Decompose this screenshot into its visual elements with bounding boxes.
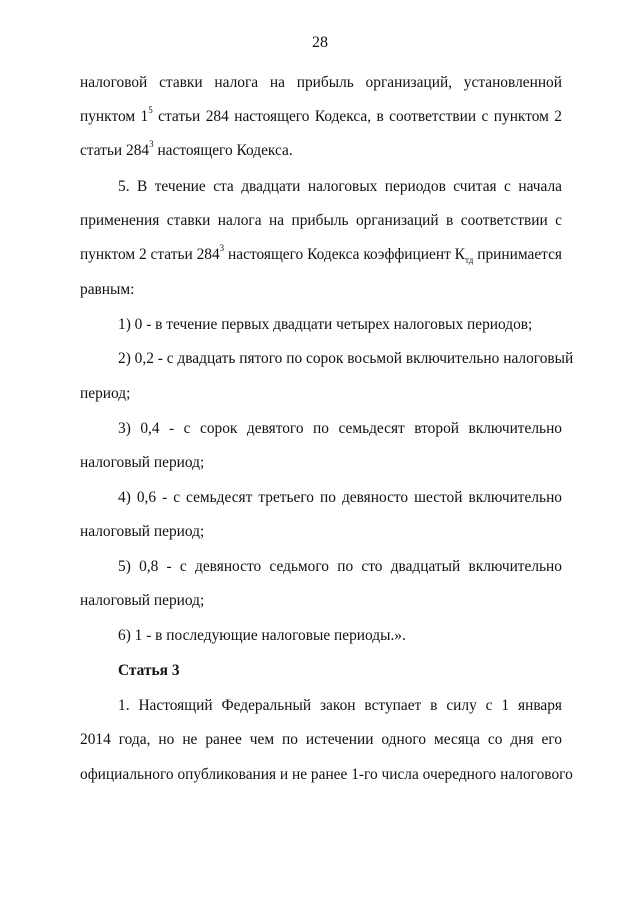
paragraph-line: налоговой ставки налога на прибыль организаций, установленной xyxy=(80,74,562,91)
text-fragment: настоящего Кодекса коэффициент К xyxy=(224,246,465,263)
page-number: 28 xyxy=(312,34,328,51)
list-item-continuation: налоговый период; xyxy=(80,523,205,540)
paragraph-line xyxy=(80,242,562,266)
list-item-continuation: период; xyxy=(80,385,131,402)
paragraph-line xyxy=(80,138,562,161)
list-item: 4) 0,6 - с семьдесят третьего по девяносто шестой включительно xyxy=(118,489,562,506)
superscript: 3 xyxy=(219,242,225,253)
list-item: 1) 0 - в течение первых двадцати четырех налоговых периодов; xyxy=(118,316,533,333)
paragraph-line: равным: xyxy=(80,281,135,298)
text-fragment: статьи 284 xyxy=(80,142,150,159)
text-fragment: пунктом 2 статьи 284 xyxy=(80,246,220,263)
article-heading: Статья 3 xyxy=(118,662,180,679)
list-item: 5) 0,8 - с девяносто седьмого по сто двадцатый включительно xyxy=(118,558,562,575)
superscript: 5 xyxy=(148,104,153,115)
paragraph-line: официального опубликования и не ранее 1-го числа очередного налогового xyxy=(80,766,573,783)
list-item: 2) 0,2 - с двадцать пятого по сорок восьмой включительно налоговый xyxy=(118,350,574,367)
text-fragment: пунктом 1 xyxy=(80,108,149,125)
text-fragment: настоящего Кодекса. xyxy=(153,142,293,159)
paragraph-line: 5. В течение ста двадцати налоговых периодов считая с начала xyxy=(118,178,562,195)
list-item-continuation: налоговый период; xyxy=(80,592,205,609)
paragraph-line: 2014 года, но не ранее чем по истечении одного месяца со дня его xyxy=(80,731,562,748)
paragraph-line xyxy=(80,104,562,127)
text-fragment: принимается xyxy=(473,246,562,263)
paragraph-line: применения ставки налога на прибыль организаций в соответствии с xyxy=(80,212,562,229)
paragraph-line: 1. Настоящий Федеральный закон вступает в силу с 1 января xyxy=(118,697,562,714)
subscript: тд xyxy=(464,255,474,266)
list-item-continuation: налоговый период; xyxy=(80,454,205,471)
list-item: 6) 1 - в последующие налоговые периоды.». xyxy=(118,627,406,644)
superscript: 3 xyxy=(149,138,154,149)
list-item: 3) 0,4 - с сорок девятого по семьдесят второй включительно xyxy=(118,420,562,437)
text-fragment: статьи 284 настоящего Кодекса, в соответствии с пунктом 2 xyxy=(152,108,562,125)
